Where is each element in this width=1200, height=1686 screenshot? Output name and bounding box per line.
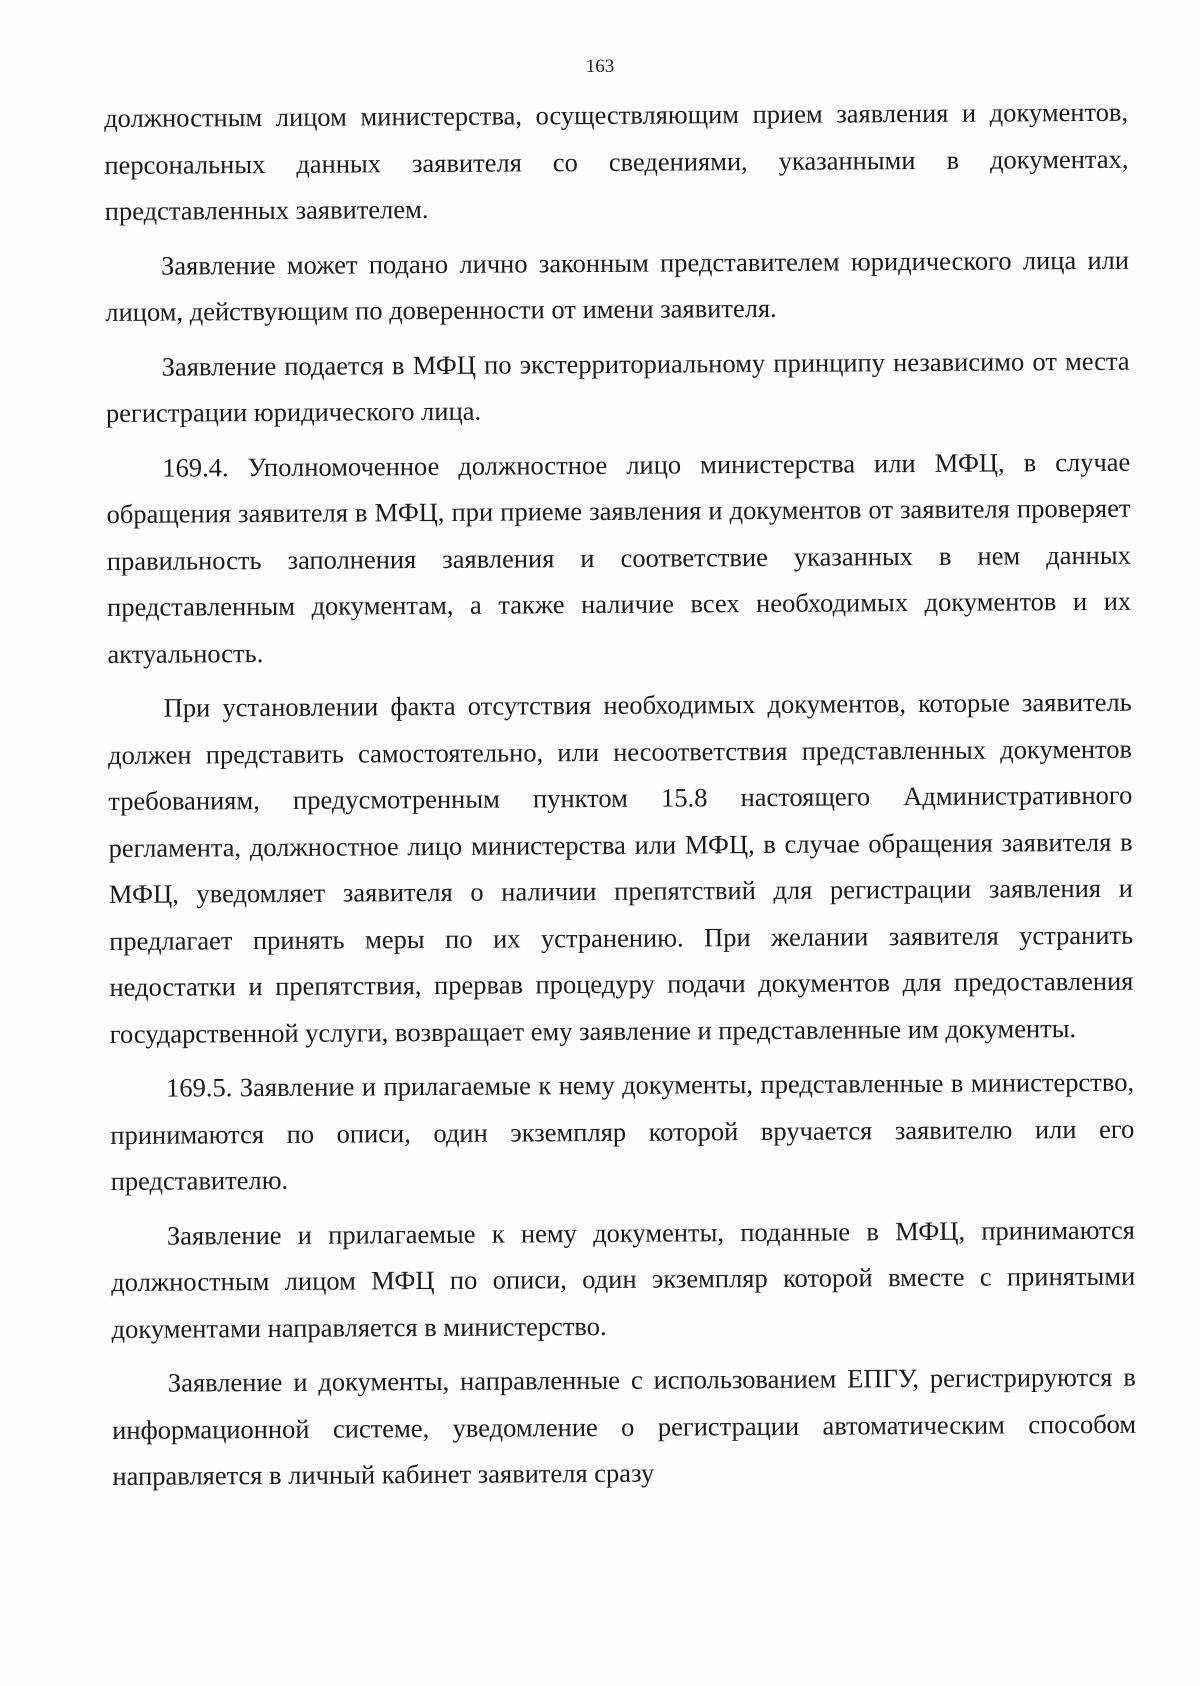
paragraph-3: Заявление подается в МФЦ по экстерриториальному принципу независимо от места регистрации юридического лица. bbox=[105, 345, 1130, 428]
paragraph-5: При установлении факта отсутствия необходимых документов, которые заявитель должен представить самостоятельно, или несоответствия представленных документов требованиям, предусмотренным пунктом 15.8 настоящего Административного регламента, должностное лицо министерства или МФЦ, в случае обращения заявителя в МФЦ, уведомляет заявителя о наличии препятствий для регистрации заявления и предлагает принять меры по их устранению. При желании заявителя устранить недостатки и препятствия, прервав процедуру подачи документов для предоставления государственной услуги, возвращает ему заявление и представленные им документы. bbox=[107, 686, 1134, 1049]
paragraph-8: Заявление и документы, направленные с использованием ЕПГУ, регистрируются в информационной системе, уведомление о регистрации автоматическим способом направляется в личный кабинет заявителя сразу bbox=[112, 1361, 1137, 1491]
paragraph-4: 169.4. Уполномоченное должностное лицо министерства или МФЦ, в случае обращения заявителя в МФЦ, при приеме заявления и документов от заявителя проверяет правильность заполнения заявления и соответствие указанных в нем данных представленным документам, а также наличие всех необходимых документов и их актуальность. bbox=[106, 446, 1132, 669]
paragraph-7: Заявление и прилагаемые к нему документы, поданные в МФЦ, принимаются должностным лицом МФЦ по описи, один экземпляр которой вместе с принятыми документами направляется в министерство. bbox=[111, 1214, 1136, 1344]
paragraph-1: должностным лицом министерства, осуществляющим прием заявления и документов, персональных данных заявителя со сведениями, указанными в документах, представленных заявителем. bbox=[104, 96, 1129, 226]
document-body bbox=[104, 89, 1137, 1500]
page-number: 163 bbox=[585, 56, 615, 77]
paragraph-2: Заявление может подано лично законным представителем юридического лица или лицом, действующим по доверенности от имени заявителя. bbox=[105, 244, 1130, 327]
paragraph-6: 169.5. Заявление и прилагаемые к нему документы, представленные в министерство, принимаются по описи, один экземпляр которой вручается заявителю или его представителю. bbox=[110, 1066, 1135, 1196]
